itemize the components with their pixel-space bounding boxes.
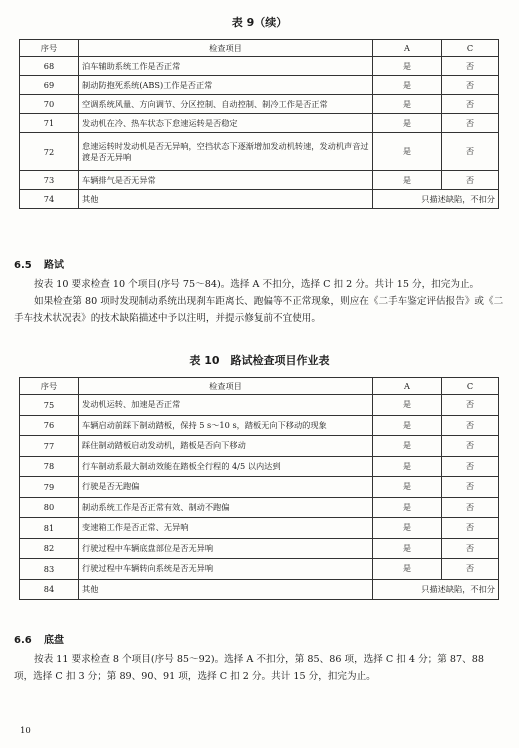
option-a: 是 — [373, 477, 442, 498]
check-item: 变速箱工作是否正常、无异响 — [79, 518, 373, 539]
option-c: 否 — [442, 395, 499, 416]
paragraph: 如果检查第 80 项时发现制动系统出现刹车距离长、跑偏等不正常现象，则应在《二手车鉴定评估报告》或《二手车技术状况表》的技术缺陷描述中予以注明，并提示修复前不宜使用。 — [14, 296, 504, 324]
merged-note: 只描述缺陷，不扣分 — [373, 190, 499, 209]
row-number: 73 — [20, 171, 79, 190]
check-item: 车辆启动前踩下制动踏板，保持 5 s～10 s，踏板无向下移动的现象 — [79, 415, 373, 436]
check-item: 发动机运转、加速是否正常 — [79, 395, 373, 416]
table-row — [20, 171, 499, 190]
table-row — [20, 559, 499, 580]
paragraph: 按表 10 要求检查 10 个项目(序号 75～84)。选择 A 不扣分，选择 C 扣 2 分。共计 15 分，扣完为止。 — [34, 279, 480, 290]
header-a: A — [373, 40, 442, 57]
row-number: 78 — [20, 456, 79, 477]
table-row — [20, 190, 499, 209]
table-9 — [19, 39, 499, 209]
table-row — [20, 538, 499, 559]
header-c: C — [442, 378, 499, 395]
table-10 — [19, 377, 499, 600]
check-item: 泊车辅助系统工作是否正常 — [79, 57, 373, 76]
check-item: 行驶过程中车辆底盘部位是否无异响 — [79, 538, 373, 559]
row-number: 84 — [20, 579, 79, 600]
option-a: 是 — [373, 518, 442, 539]
option-a: 是 — [373, 95, 442, 114]
check-item: 行驶过程中车辆转向系统是否无异响 — [79, 559, 373, 580]
header-no: 序号 — [20, 378, 79, 395]
table-row — [20, 456, 499, 477]
option-c: 否 — [442, 57, 499, 76]
option-c: 否 — [442, 456, 499, 477]
option-c: 否 — [442, 95, 499, 114]
section-heading-road-test — [14, 256, 64, 271]
option-a: 是 — [373, 133, 442, 171]
table-row — [20, 497, 499, 518]
check-item: 制动防抱死系统(ABS)工作是否正常 — [79, 76, 373, 95]
option-a: 是 — [373, 57, 442, 76]
header-item: 检查项目 — [79, 378, 373, 395]
check-item: 车辆排气是否无异常 — [79, 171, 373, 190]
table-header-row — [20, 378, 499, 395]
table-row — [20, 579, 499, 600]
row-number: 82 — [20, 538, 79, 559]
row-number: 75 — [20, 395, 79, 416]
header-item: 检查项目 — [79, 40, 373, 57]
table-row — [20, 95, 499, 114]
option-a: 是 — [373, 395, 442, 416]
option-a: 是 — [373, 456, 442, 477]
row-number: 70 — [20, 95, 79, 114]
header-a: A — [373, 378, 442, 395]
section-6-5-body — [14, 276, 506, 327]
table-row — [20, 436, 499, 457]
row-number: 80 — [20, 497, 79, 518]
section-title: 底盘 — [44, 635, 64, 646]
option-a: 是 — [373, 76, 442, 95]
table-row — [20, 57, 499, 76]
row-number: 74 — [20, 190, 79, 209]
header-c: C — [442, 40, 499, 57]
option-a: 是 — [373, 436, 442, 457]
table10-caption: 表 10 路试检查项目作业表 — [189, 354, 330, 367]
option-a: 是 — [373, 538, 442, 559]
table-row — [20, 395, 499, 416]
option-a: 是 — [373, 114, 442, 133]
option-c: 否 — [442, 76, 499, 95]
table9-caption: 表 9（续） — [231, 16, 288, 29]
table-row — [20, 518, 499, 539]
option-c: 否 — [442, 559, 499, 580]
option-a: 是 — [373, 415, 442, 436]
row-number: 77 — [20, 436, 79, 457]
check-item: 踩住制动踏板启动发动机，踏板是否向下移动 — [79, 436, 373, 457]
table-row — [20, 133, 499, 171]
option-c: 否 — [442, 415, 499, 436]
check-item: 发动机在冷、热车状态下怠速运转是否稳定 — [79, 114, 373, 133]
row-number: 68 — [20, 57, 79, 76]
merged-note: 只描述缺陷，不扣分 — [373, 579, 499, 600]
section-title: 路试 — [44, 260, 64, 271]
option-a: 是 — [373, 171, 442, 190]
section-6-6-body — [14, 651, 506, 685]
option-a: 是 — [373, 497, 442, 518]
option-c: 否 — [442, 538, 499, 559]
row-number: 81 — [20, 518, 79, 539]
table-row — [20, 114, 499, 133]
row-number: 79 — [20, 477, 79, 498]
check-item: 空调系统风量、方向调节、分区控制、自动控制、制冷工作是否正常 — [79, 95, 373, 114]
row-number: 83 — [20, 559, 79, 580]
option-c: 否 — [442, 171, 499, 190]
page-number: 10 — [20, 726, 31, 736]
check-item: 其他 — [79, 190, 373, 209]
section-number: 6.6 — [14, 635, 32, 646]
table-row — [20, 477, 499, 498]
check-item: 怠速运转时发动机是否无异响，空挡状态下逐渐增加发动机转速，发动机声音过渡是否无异响 — [79, 133, 373, 171]
option-c: 否 — [442, 518, 499, 539]
option-c: 否 — [442, 114, 499, 133]
row-number: 72 — [20, 133, 79, 171]
section-heading-chassis — [14, 631, 64, 646]
table-row — [20, 415, 499, 436]
option-c: 否 — [442, 436, 499, 457]
option-a: 是 — [373, 559, 442, 580]
row-number: 71 — [20, 114, 79, 133]
header-no: 序号 — [20, 40, 79, 57]
option-c: 否 — [442, 133, 499, 171]
check-item: 行车制动系最大制动效能在踏板全行程的 4/5 以内达到 — [79, 456, 373, 477]
option-c: 否 — [442, 477, 499, 498]
paragraph: 按表 11 要求检查 8 个项目(序号 85～92)。选择 A 不扣分，第 85、86 项，选择 C 扣 4 分；第 87、88 项，选择 C 扣 3 分；第 89、90、91 项，选择 C 扣 2 分。共计 15 分，扣完为止。 — [14, 654, 484, 682]
option-c: 否 — [442, 497, 499, 518]
section-number: 6.5 — [14, 260, 32, 271]
row-number: 69 — [20, 76, 79, 95]
check-item: 其他 — [79, 579, 373, 600]
row-number: 76 — [20, 415, 79, 436]
table-row — [20, 76, 499, 95]
check-item: 制动系统工作是否正常有效、制动不跑偏 — [79, 497, 373, 518]
check-item: 行驶是否无跑偏 — [79, 477, 373, 498]
table-header-row — [20, 40, 499, 57]
